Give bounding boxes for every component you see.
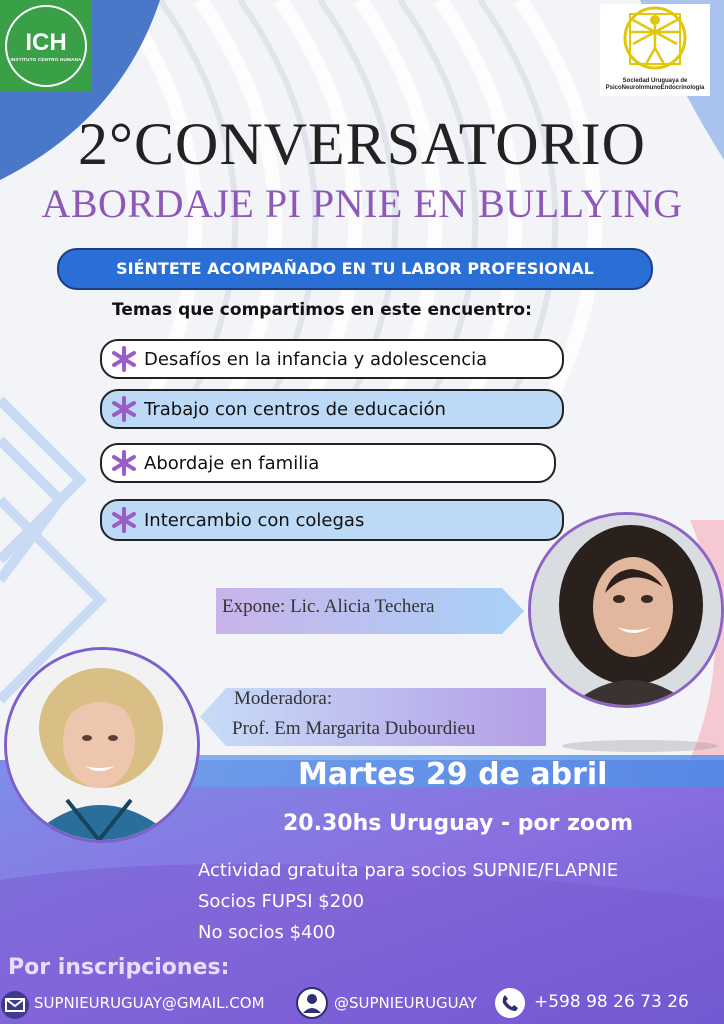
moderator-portrait — [7, 650, 197, 840]
tagline-banner: SIÉNTETE ACOMPAÑADO EN TU LABOR PROFESIONAL — [57, 248, 653, 290]
asterisk-icon — [110, 345, 138, 373]
society-name-line1: Sociedad Uruguaya de — [622, 78, 688, 84]
topic-item — [100, 499, 564, 541]
pricing-free: Actividad gratuita para socios SUPNIE/FLAPNIE — [198, 860, 619, 881]
ich-name: INSTITUTO CENTRO HUMANA — [10, 56, 82, 62]
topic-label: Desafíos en la infancia y adolescencia — [144, 348, 488, 370]
moderator-name: Prof. Em Margarita Dubourdieu — [232, 718, 476, 739]
ich-initials: ICH — [25, 28, 67, 56]
contact-phone[interactable]: +598 98 26 73 26 — [534, 992, 689, 1012]
vitruvian-icon — [615, 4, 695, 74]
event-subtitle: ABORDAJE PI PNIE EN BULLYING — [41, 181, 683, 226]
moderator-label — [200, 688, 546, 746]
topic-label: Trabajo con centros de educación — [144, 398, 446, 420]
contact-email[interactable]: SUPNIEURUGUAY@GMAIL.COM — [34, 994, 265, 1012]
topics-heading: Temas que compartimos en este encuentro: — [112, 300, 532, 320]
email-icon — [0, 990, 30, 1020]
event-date: Martes 29 de abril — [298, 757, 608, 792]
moderator-photo — [4, 647, 200, 843]
society-name-line2: PsicoNeuroInmunoEndocrinología — [605, 85, 705, 91]
ich-logo-ring — [5, 5, 87, 87]
topic-item — [100, 389, 564, 429]
topic-item — [100, 339, 564, 379]
event-title: 2°CONVERSATORIO — [78, 111, 646, 177]
topic-label: Abordaje en familia — [144, 452, 320, 474]
registration-heading: Por inscripciones: — [8, 955, 230, 980]
speaker-name: Expone: Lic. Alicia Techera — [222, 596, 435, 617]
phone-icon — [494, 987, 526, 1019]
pricing-non-members: No socios $400 — [198, 922, 336, 943]
event-time: 20.30hs Uruguay - por zoom — [283, 811, 634, 836]
moderator-role: Moderadora: — [234, 688, 333, 709]
topic-item — [100, 443, 556, 483]
speaker-photo — [528, 512, 724, 708]
speaker-label — [216, 588, 524, 634]
society-logo — [600, 4, 710, 96]
pricing-members: Socios FUPSI $200 — [198, 891, 365, 912]
asterisk-icon — [110, 395, 138, 423]
asterisk-icon — [110, 506, 138, 534]
asterisk-icon — [110, 449, 138, 477]
contact-social[interactable]: @SUPNIEURUGUAY — [334, 994, 477, 1012]
ich-logo — [0, 0, 92, 92]
speaker-portrait — [531, 515, 721, 705]
user-icon — [296, 987, 328, 1019]
topic-label: Intercambio con colegas — [144, 509, 365, 531]
